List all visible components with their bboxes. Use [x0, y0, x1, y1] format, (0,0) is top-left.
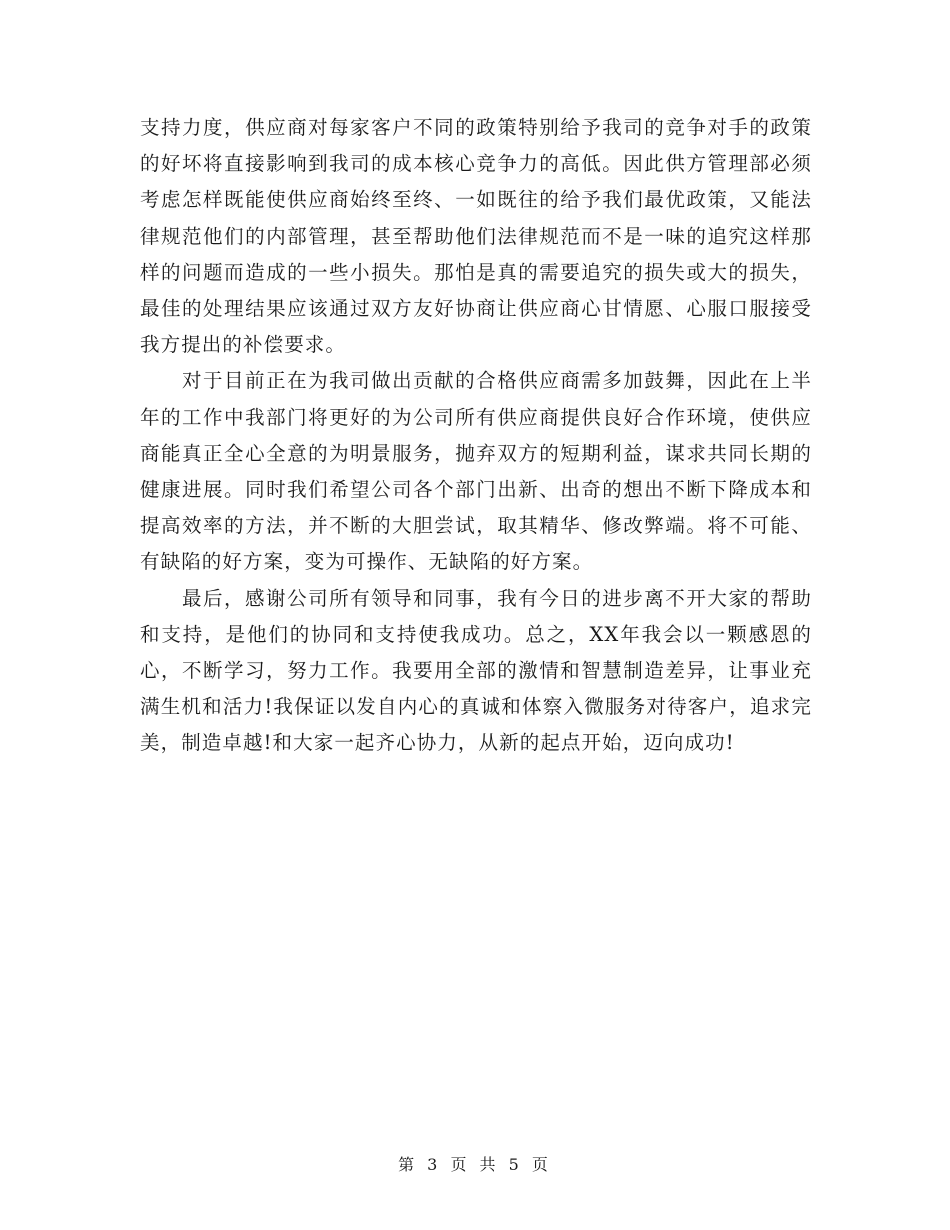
paragraph-closing: 最后，感谢公司所有领导和同事，我有今日的进步离不开大家的帮助和支持，是他们的协同和支持使我成功。总之，XX年我会以一颗感恩的心，不断学习，努力工作。我要用全部的激情和智慧制造差异，让事业充满生机和活力!我保证以发自内心的真诚和体察入微服务对待客户，追求完美，制造卓越!和大家一起齐心协力，从新的起点开始，迈向成功! — [140, 586, 812, 755]
page-number-footer: 第 3 页 共 5 页 — [398, 1155, 552, 1174]
paragraph-continued: 支持力度，供应商对每家客户不同的政策特别给予我司的竞争对手的政策的好坏将直接影响到我司的成本核心竞争力的高低。因此供方管理部必须考虑怎样既能使供应商始终至终、一如既往的给予我们最优政策，又能法律规范他们的内部管理，甚至帮助他们法律规范而不是一味的追究这样那样的问题而造成的一些小损失。那怕是真的需要追究的损失或大的损失，最佳的处理结果应该通过双方友好协商让供应商心甘情愿、心服口服接受我方提出的补偿要求。 — [140, 116, 812, 357]
paragraph-suppliers: 对于目前正在为我司做出贡献的合格供应商需多加鼓舞，因此在上半年的工作中我部门将更好的为公司所有供应商提供良好合作环境，使供应商能真正全心全意的为明景服务，抛弃双方的短期利益，谋求共同长期的健康进展。同时我们希望公司各个部门出新、出奇的想出不断下降成本和提高效率的方法，并不断的大胆尝试，取其精华、修改弊端。将不可能、有缺陷的好方案，变为可操作、无缺陷的好方案。 — [140, 369, 812, 574]
document-body — [140, 110, 812, 762]
